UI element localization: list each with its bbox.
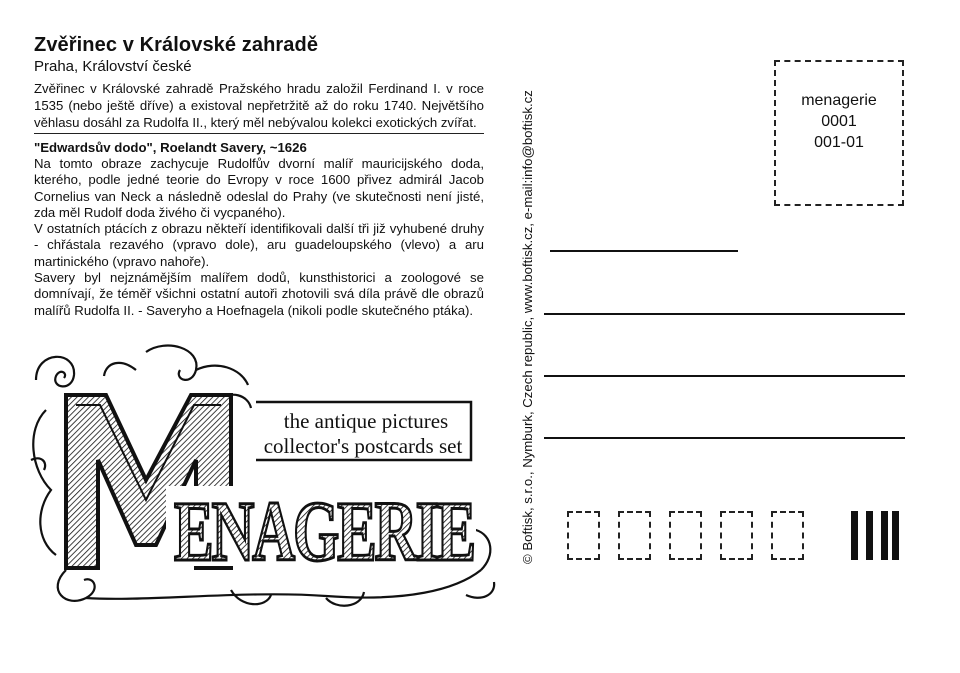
svg-text:ENAGERIE: ENAGERIE — [174, 483, 474, 579]
stamp-box — [774, 60, 904, 206]
enagerie-word — [166, 483, 476, 579]
barcode-bar — [892, 511, 899, 560]
postal-code-box — [618, 511, 651, 560]
stamp-line: 001-01 — [814, 133, 864, 151]
postal-code-box — [771, 511, 804, 560]
tagline-line-2: collector's postcards set — [263, 434, 463, 458]
description-paragraph: V ostatních ptácích z obrazu někteří identifikovali další tři již vyhubené druhy - chřástala rezavého (vpravo dole), aru guadeloupského (vlevo) a aru martinického (vpravo nahoře). — [34, 221, 484, 269]
tagline-line-1: the antique pictures — [283, 409, 449, 433]
picture-title: "Edwardsův dodo", Roelandt Savery, ~1626 — [34, 140, 307, 155]
card-subtitle: Praha, Království české — [34, 58, 192, 75]
description-paragraph: Na tomto obraze zachycuje Rudolfův dvorní malíř mauricijského doda, kterého, podle jedné teorie do Evropy v roce 1600 přivez admirál Jacob Cornelius van Neck a následně odeslal do Prahy (ve skutečnosti není jisté, zda měl Rudolf doda živého či vycpaného). — [34, 156, 484, 220]
barcode-bar — [866, 511, 873, 560]
description-paragraph: Savery byl nejznámějším malířem dodů, kunsthistorici a zoologové se domnívají, že téměř všichni ostatní autoři zhotovili svá díla právě dle obrazů malířů Rudolfa II. - Saveryho a Hoefnagela (nikoli podle skutečného ptáka). — [34, 270, 484, 318]
address-line — [544, 375, 905, 377]
barcode-bar — [851, 511, 858, 560]
address-line — [550, 250, 738, 252]
menagerie-logo — [26, 340, 500, 610]
stamp-line: menagerie — [801, 91, 877, 109]
postal-code-box — [567, 511, 600, 560]
picture-description — [34, 156, 484, 319]
publisher-text: © Boftisk, s.r.o., Nymburk, Czech republic, www.boftisk.cz, e-mail:info@boftisk.cz — [520, 90, 535, 564]
tagline-banner — [256, 402, 471, 460]
address-line — [544, 313, 905, 315]
divider — [34, 133, 484, 134]
address-line — [544, 437, 905, 439]
barcode-bar — [881, 511, 888, 560]
postal-code-box — [720, 511, 753, 560]
card-title: Zvěřinec v Královské zahradě — [34, 34, 319, 56]
stamp-line: 0001 — [821, 112, 857, 130]
intro-text: Zvěřinec v Královské zahradě Pražského hradu založil Ferdinand I. v roce 1535 (nebo ještě dříve) a existoval nepřetržitě až do roku 1740. Největšího věhlasu dosáhl za Rudolfa II., který měl nebývalou kolekci exotických zvířat. — [34, 81, 484, 130]
postal-code-box — [669, 511, 702, 560]
publisher-info — [506, 75, 535, 575]
